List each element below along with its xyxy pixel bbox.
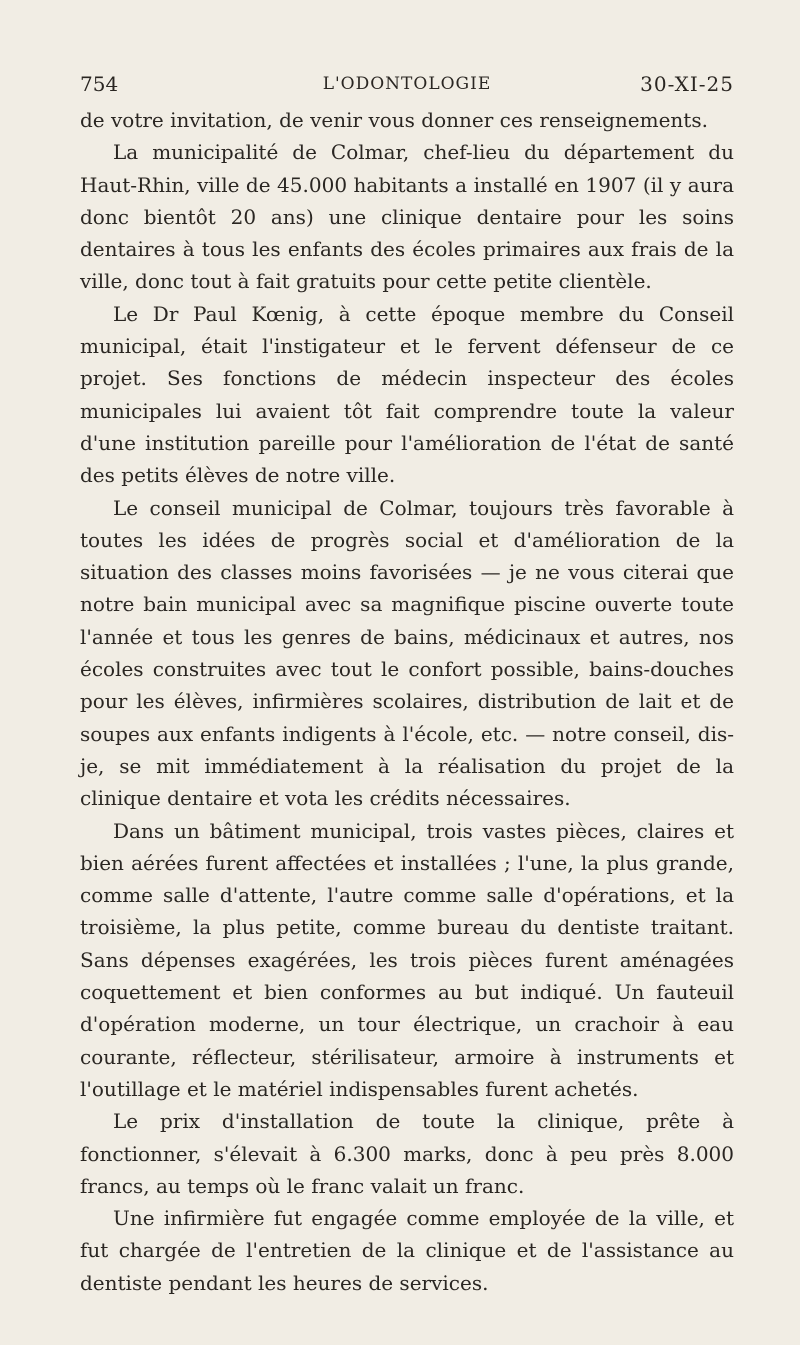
paragraph-colmar-municipality: La municipalité de Colmar, chef-lieu du département du Haut-Rhin, ville de 45.000 habitants a installé en 1907 (il y aura donc bientôt 20 ans) une clinique dentaire pour les soins dentaires à tous les enfants des écoles primaires aux frais de la ville, donc tout à fait gratuits pour cette petite clientèle. — [80, 140, 734, 294]
paragraph-nurse: Une infirmière fut engagée comme employée de la ville, et fut chargée de l'entretien de la clinique et de l'assistance au dentiste pendant les heures de services. — [80, 1206, 734, 1295]
paragraph-continued: de votre invitation, de venir vous donner ces renseignements. — [80, 108, 708, 132]
journal-title: L'ODONTOLOGIE — [322, 74, 492, 94]
paragraph-municipal-council: Le conseil municipal de Colmar, toujours très favorable à toutes les idées de progrès social et d'amélioration de la situation des classes moins favorisées — je ne vous citerai que notre bain municipal avec sa magnifique piscine ouverte toute l'année et tous les genres de bains, médicinaux et autres, nos écoles construites avec tout le confort possible, bains-douches pour les élèves, infirmières scolaires, distribution de lait et de soupes aux enfants indigents à l'école, etc. — notre conseil, dis-je, se mit immédiatement à la réalisation du projet de la clinique dentaire et vota les crédits nécessaires. — [80, 495, 734, 811]
paragraph-building: Dans un bâtiment municipal, trois vastes pièces, claires et bien aérées furent affectées et installées ; l'une, la plus grande, comme salle d'attente, l'autre comme salle d'opérations, et la troisième, la plus petite, comme bureau du dentiste traitant. Sans dépenses exagérées, les trois pièces furent aménagées coquettement et bien conformes au but indiqué. Un fauteuil d'opération moderne, un tour électrique, un crachoir à eau courante, réflecteur, stérilisateur, armoire à instruments et l'outillage et le matériel indispensables furent achetés. — [80, 818, 734, 1101]
body-text — [80, 104, 734, 1299]
issue-date: 30-XI-25 — [640, 72, 734, 96]
paragraph-installation-cost: Le prix d'installation de toute la clinique, prête à fonctionner, s'élevait à 6.300 marks, donc à peu près 8.000 francs, au temps où le franc valait un franc. — [80, 1109, 734, 1198]
page-number: 754 — [80, 72, 119, 96]
paragraph-dr-koenig: Le Dr Paul Kœnig, à cette époque membre du Conseil municipal, était l'instigateur et le fervent défenseur de ce projet. Ses fonctions de médecin inspecteur des écoles municipales lui avaient tôt fait comprendre toute la valeur d'une institution pareille pour l'amélioration de l'état de santé des petits élèves de notre ville. — [80, 301, 734, 488]
running-head — [80, 70, 734, 98]
